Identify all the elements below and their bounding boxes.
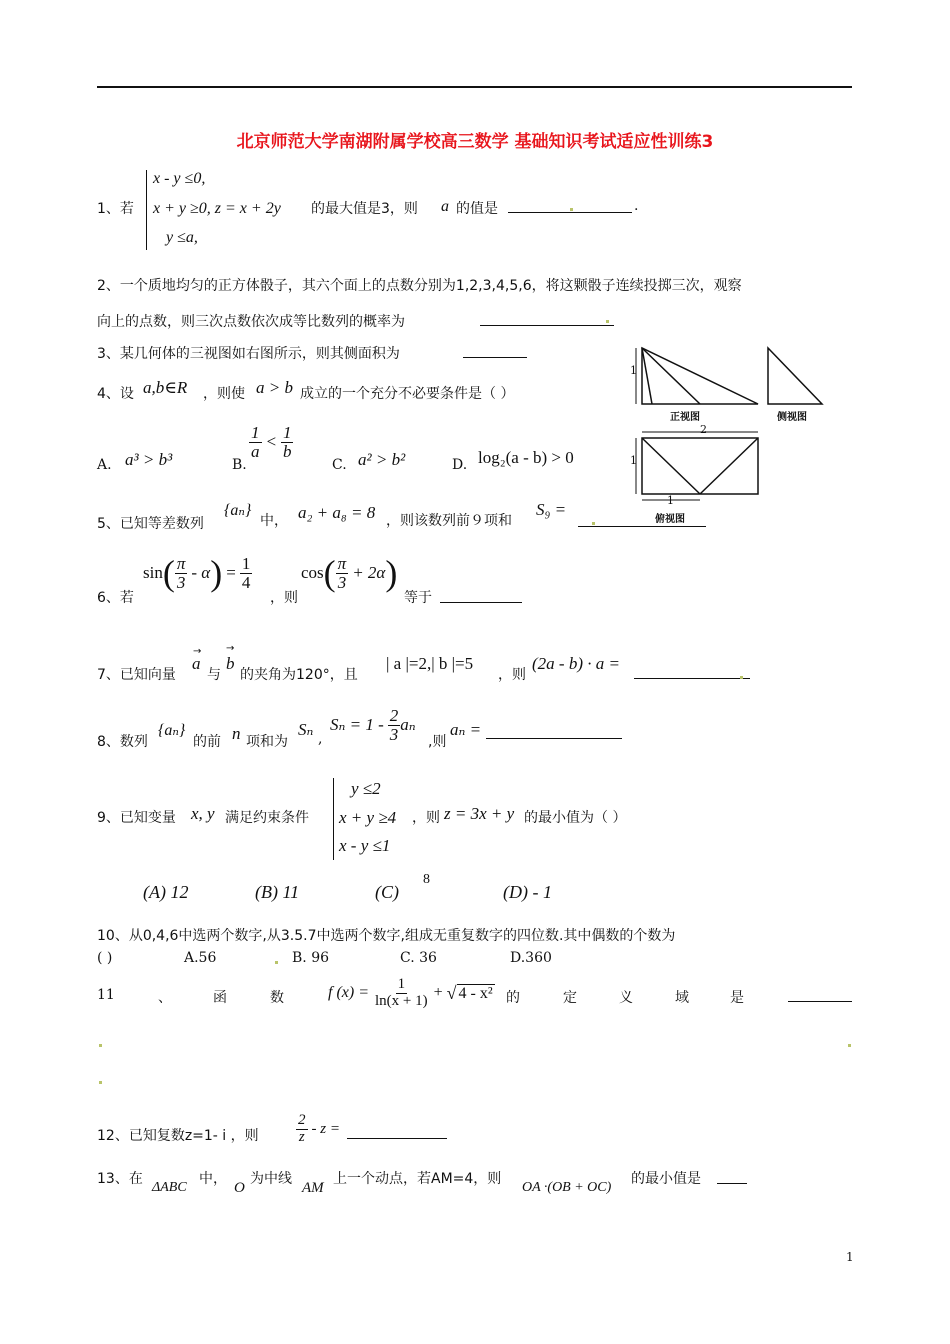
q11-word-7: 是 [730,990,744,1006]
q6-one-quarter: $\frac{1}{4}$ [241,553,251,592]
q8-comma: , [318,731,323,747]
q11-answer-blank[interactable] [788,985,852,1002]
q6-prefix: 6、若 [97,590,134,606]
q11-word-2: 数 [270,990,284,1006]
q7-expression: (2a - b) · a = [532,654,620,673]
q11-fraction: $\frac{1}{\ln(x + 1)}$ [375,975,428,1009]
q1-text: 的最大值是3，则 [311,201,418,217]
q7-answer-blank[interactable] [634,662,750,679]
dim-top-base: 1 [667,494,674,507]
q6-pi-over-3-b: $\frac{\pi}{3}$ [337,553,347,592]
q4-option-c-label: C. [332,457,347,473]
q4-option-d-label: D. [452,457,468,473]
q12-prefix: 12、已知复数z=1- i ，则 [97,1128,259,1144]
marker-dot [275,961,278,964]
header-rule [97,86,852,88]
q1-constraint-2: x + y ≥0, z = x + 2y [153,200,281,217]
q6-cos-expression: cos ( $\frac{\pi}{3}$ + 2α ) [301,553,398,593]
q13-suffix: 的最小值是 [631,1171,701,1187]
q6-sin: sin [143,563,163,582]
q6-plus-2alpha: + 2α [352,563,386,582]
marker-dot [848,1044,851,1047]
q8-prefix: 8、数列 [97,734,148,750]
q7-prefix: 7、已知向量 [97,667,176,683]
q13-am: AM [302,1180,324,1196]
q12-fraction: $\frac{2}{z}$ [298,1111,306,1145]
q1-var-a: a [441,198,449,215]
q4-option-b-frac-1: $\frac{1}{a}$ [251,423,260,461]
q10-line-1: 10、从0,4,6中选两个数字,从3.5.7中选两个数字,组成无重复数字的四位数.其中偶数的个数为 [97,928,676,944]
q11-word-3: 的 [506,990,520,1006]
q8-mid-2: 项和为 [246,734,288,750]
marker-dot [740,676,743,679]
q9-option-d[interactable]: (D) - 1 [503,882,552,902]
q10-option-c[interactable]: C. 36 [400,950,437,966]
q12-rhs: - z = [311,1120,340,1137]
q6-answer-blank[interactable] [440,586,522,603]
q7-then: ，则 [498,667,526,683]
q13-mid: 中， [199,1171,227,1187]
q9-then: ，则 [412,810,440,826]
marker-dot [99,1081,102,1084]
q10-option-b[interactable]: B. 96 [292,950,330,966]
marker-dot [606,320,609,323]
q8-then: ,则 [428,734,447,750]
q8-two-thirds: $\frac{2}{3}$ [389,705,399,744]
q9-constraint-3: x - y ≤1 [339,836,391,855]
side-view-label: 侧视图 [777,412,807,423]
q13-answer-blank[interactable] [717,1167,747,1184]
q13-mid-2: 为中线 [250,1171,292,1187]
q5-mid: 中， [260,513,288,529]
q4-suffix: 成立的一个充分不必要条件是（ ） [300,386,515,402]
q8-an: aₙ [400,715,416,734]
q8-mid: 的前 [193,734,221,750]
q9-brace [333,778,334,860]
q5-sequence: {aₙ} [224,502,252,519]
q4-option-a[interactable]: a³ > b³ [125,450,173,469]
q4-option-b-frac-2: $\frac{1}{b}$ [282,423,292,461]
q2-line-1: 2、一个质地均匀的正方体骰子，其六个面上的点数分别为1,2,3,4,5,6，将这颗骰子连续投掷三次，观察 [97,278,742,294]
q9-suffix: 的最小值为（ ） [524,810,627,826]
q11-word-4: 定 [563,990,577,1006]
marker-dot [592,522,595,525]
q4-condition: a,b∈R [143,378,188,397]
q4-option-b[interactable] [249,424,293,461]
q10-option-d[interactable]: D.360 [510,950,552,966]
q1-brace [146,170,147,250]
q1-end: . [634,198,639,214]
page-title: 北京师范大学南湖附属学校高三数学 基础知识考试适应性训练3 [236,132,714,152]
q12-expression [296,1106,340,1152]
q8-answer-blank[interactable] [486,722,622,739]
q3-text: 3、某几何体的三视图如右图所示，则其侧面积为 [97,346,400,362]
dim-top-height: 1 [630,454,637,467]
q11-sep: 、 [158,990,172,1006]
q7-magnitudes: | a |=2,| b |=5 [386,654,474,673]
q5-answer-blank[interactable] [578,510,706,527]
q3-answer-blank[interactable] [463,341,527,358]
q11-plus: + [433,984,443,1001]
q9-option-a[interactable]: (A) 12 [143,882,189,902]
q6-sin-expression: sin ( $\frac{\pi}{3}$ - α ) = $\frac{1}{4}$ [143,553,251,593]
q9-prefix: 9、已知变量 [97,810,176,826]
q7-vector-b: b [226,654,235,673]
q13-triangle: ΔABC [152,1180,187,1195]
q7-with: 与 [207,667,221,683]
q4-option-d[interactable]: log₂(a - b) > 0 [478,448,574,467]
q9-option-c-value: 8 [423,872,430,887]
page-number: 1 [846,1250,854,1264]
q8-rhs: aₙ = [450,720,482,739]
marker-dot [570,208,573,211]
q2-answer-blank[interactable] [480,309,614,326]
q9-option-b[interactable]: (B) 11 [255,882,300,902]
q8-lhs: Sₙ = 1 - [330,715,384,734]
q5-equation: a₂ + a₈ = 8 [298,503,376,522]
q4-prefix: 4、设 [97,386,134,402]
q6-cos: cos [301,563,324,582]
q11-word-1: 函 [213,990,227,1006]
q1-number: 1、若 [97,201,134,217]
q11-radicand: 4 - x² [458,984,493,1002]
q6-suffix: 等于 [404,590,432,606]
q13-o: O [234,1180,245,1196]
q13-mid-3: 上一个动点，若AM=4，则 [333,1171,502,1187]
q11-word-5: 义 [619,990,633,1006]
q9-constraint-2: x + y ≥4 [339,808,397,827]
marker-dot [99,1044,102,1047]
top-view-label: 俯视图 [655,514,685,525]
q2-line-2: 向上的点数，则三次点数依次成等比数列的概率为 [97,314,405,330]
q6-then: ，则 [270,590,298,606]
q8-n: n [232,724,241,743]
q11-function: f (x) = $\frac{1}{\ln(x + 1)}$ + √ 4 - x² [328,975,493,1009]
q8-formula [330,700,416,750]
q11-number: 11 [97,987,115,1003]
front-view-label: 正视图 [670,412,700,423]
q4-option-a-label: A. [97,457,112,473]
q11-word-6: 域 [675,990,689,1006]
q9-mid: 满足约束条件 [225,810,309,826]
q4-option-b-label: B. [232,457,247,473]
dim-top-width: 2 [700,423,707,436]
q1-text-2: 的值是 [456,201,498,217]
q10-option-a[interactable]: A.56 [184,950,217,966]
q6-minus-alpha: - α [191,563,211,582]
q5-suffix: ，则该数列前９项和 [386,513,512,529]
q6-pi-over-3: $\frac{\pi}{3}$ [176,553,186,592]
q9-vars: x, y [191,804,215,823]
q13-expression: OA ·(OB + OC) [522,1180,612,1195]
q4-mid: ，则使 [203,386,245,402]
vector-arrow-icon: → [226,643,235,654]
q1-constraint-3: y ≤a, [166,229,198,246]
q8-sn: Sₙ [298,720,314,739]
q11-f: f (x) = [328,984,369,1001]
q9-objective: z = 3x + y [444,804,515,823]
q13-prefix: 13、在 [97,1171,143,1187]
q5-s9: S₉ = [536,500,567,519]
dim-front-height: 1 [630,364,637,377]
vector-arrow-icon: → [193,646,202,657]
q4-inequality: a > b [256,378,293,397]
q9-constraint-1: y ≤2 [351,779,381,798]
q1-constraint-1: x - y ≤0, [153,170,206,187]
q7-vector-a: a [192,654,201,673]
q7-angle: 的夹角为120°，且 [240,667,358,683]
q12-answer-blank[interactable] [347,1122,447,1139]
q10-paren: ( ) [97,950,113,966]
q4-option-b-rel: < [265,432,277,452]
q4-option-c[interactable]: a² > b² [358,450,406,469]
q5-prefix: 5、已知等差数列 [97,516,204,532]
q8-sequence: {aₙ} [158,722,186,739]
q9-option-c[interactable]: (C) [375,882,399,902]
